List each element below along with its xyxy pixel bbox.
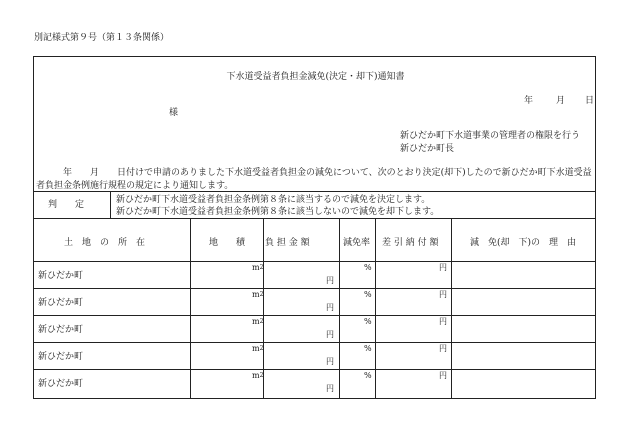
- header-payment: 差 引 納 付 額: [382, 238, 439, 248]
- header-location: 土 地 の 所 在: [64, 238, 146, 248]
- judgment-line-2: 新ひだか町下水道受益者負担金条例第８条に該当しないので減免を却下します。: [116, 207, 440, 217]
- divider: [34, 315, 595, 316]
- row-location: 新ひだか町: [38, 352, 84, 362]
- row-amount-unit: 円: [326, 303, 334, 312]
- divider: [34, 218, 595, 219]
- form-label: 別記様式第９号（第１３条関係）: [34, 33, 170, 43]
- row-area-unit: [252, 371, 263, 381]
- divider: [34, 342, 595, 343]
- area-unit-base: m: [252, 290, 260, 299]
- area-unit-base: m: [252, 263, 260, 272]
- area-unit-sup: 2: [259, 345, 264, 352]
- issuer-line-1: 新ひだか町下水道事業の管理者の権限を行う: [400, 131, 581, 141]
- row-payment-unit: 円: [439, 317, 447, 326]
- date-month: 月: [556, 96, 566, 106]
- row-location: 新ひだか町: [38, 298, 84, 308]
- row-rate-unit: %: [364, 371, 372, 380]
- date-day: 日: [585, 96, 595, 106]
- divider: [339, 218, 340, 398]
- row-rate-unit: %: [364, 290, 372, 299]
- judgment-label: 判 定: [48, 200, 85, 210]
- divider: [34, 369, 595, 370]
- area-unit-sup: 2: [259, 264, 264, 271]
- area-unit-sup: 2: [259, 372, 264, 379]
- issuer-line-2: 新ひだか町長: [400, 144, 455, 154]
- area-unit-base: m: [252, 371, 260, 380]
- notice-frame: [33, 56, 596, 399]
- row-location: 新ひだか町: [38, 379, 84, 389]
- row-rate-unit: %: [364, 263, 372, 272]
- row-amount-unit: 円: [326, 384, 334, 393]
- row-payment-unit: 円: [439, 371, 447, 380]
- area-unit-base: m: [252, 317, 260, 326]
- divider: [34, 288, 595, 289]
- row-amount-unit: 円: [326, 330, 334, 339]
- divider: [375, 218, 376, 398]
- header-amount: 負 担 金 額: [265, 238, 310, 248]
- row-rate-unit: %: [364, 317, 372, 326]
- row-area-unit: [252, 263, 263, 273]
- row-payment-unit: 円: [439, 344, 447, 353]
- header-rate: 減免率: [343, 238, 371, 248]
- notice-body-text: 年 月 日付けで申請のありました下水道受益者負担金の減免について、次のとおり決定(却下)したので新ひだか町下水道受益者負担金条例施行規程の規定により通知します。: [36, 168, 592, 191]
- date-year: 年: [524, 96, 534, 106]
- row-area-unit: [252, 344, 263, 354]
- divider: [34, 191, 595, 192]
- row-location: 新ひだか町: [38, 325, 84, 335]
- row-area-unit: [252, 317, 263, 327]
- row-location: 新ひだか町: [38, 271, 84, 281]
- row-rate-unit: %: [364, 344, 372, 353]
- row-payment-unit: 円: [439, 290, 447, 299]
- area-unit-sup: 2: [259, 291, 264, 298]
- row-payment-unit: 円: [439, 263, 447, 272]
- area-unit-sup: 2: [259, 318, 264, 325]
- row-amount-unit: 円: [326, 276, 334, 285]
- header-reason: 減 免(却 下)の 理 由: [470, 238, 577, 248]
- row-area-unit: [252, 290, 263, 300]
- document-title: 下水道受益者負担金減免(決定・却下)通知書: [226, 72, 405, 82]
- divider: [190, 218, 191, 398]
- header-area: 地 積: [209, 238, 246, 248]
- divider: [34, 261, 595, 262]
- divider: [110, 191, 111, 218]
- divider: [451, 218, 452, 398]
- area-unit-base: m: [252, 344, 260, 353]
- addressee-suffix: 様: [169, 108, 179, 118]
- row-amount-unit: 円: [326, 357, 334, 366]
- judgment-line-1: 新ひだか町下水道受益者負担金条例第８条に該当するので減免を決定します。: [116, 195, 431, 205]
